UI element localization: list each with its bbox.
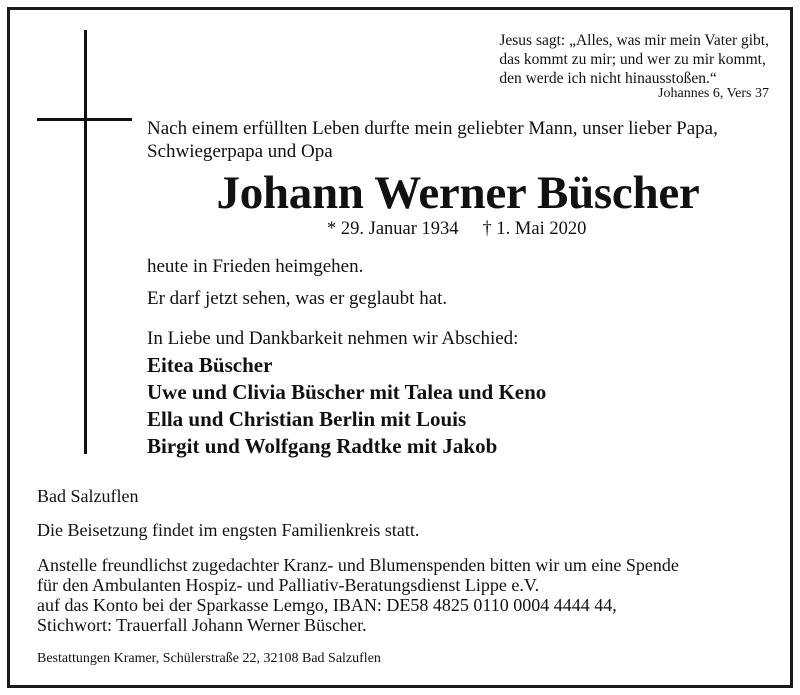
verse-reference: Johannes 6, Vers 37 (658, 86, 769, 101)
donation-line: Anstelle freundlichst zugedachter Kranz- und Blumenspenden bitten wir um eine Spende (37, 555, 679, 575)
donation-notice (37, 555, 679, 635)
family-member: Eitea Büscher (147, 353, 273, 377)
family-member: Birgit und Wolfgang Radtke mit Jakob (147, 434, 498, 458)
cross-icon-bar (37, 118, 132, 121)
birth-date: * 29. Januar 1934 (327, 219, 459, 239)
family-list (147, 352, 546, 460)
faith-text: Er darf jetzt sehen, was er geglaubt hat. (147, 288, 448, 309)
cross-icon (84, 30, 87, 454)
farewell-text: In Liebe und Dankbarkeit nehmen wir Abschied: (147, 328, 519, 349)
place-name: Bad Salzuflen (37, 486, 139, 506)
donation-line: Stichwort: Trauerfall Johann Werner Büscher. (37, 615, 367, 635)
deceased-name: Johann Werner Büscher (216, 167, 700, 219)
verse-line: das kommt zu mir; und wer zu mir kommt, (499, 51, 766, 68)
bible-verse (499, 31, 769, 88)
family-member: Uwe und Clivia Büscher mit Talea und Keno (147, 380, 547, 404)
intro-line: Schwiegerpapa und Opa (147, 141, 333, 162)
verse-line: den werde ich nicht hinausstoßen.“ (499, 70, 717, 87)
funeral-home: Bestattungen Kramer, Schülerstraße 22, 32108 Bad Salzuflen (37, 651, 381, 666)
family-member: Ella und Christian Berlin mit Louis (147, 407, 467, 431)
verse-line: Jesus sagt: „Alles, was mir mein Vater gibt, (499, 32, 769, 49)
burial-notice: Die Beisetzung findet im engsten Familienkreis statt. (37, 520, 420, 540)
intro-line: Nach einem erfüllten Leben durfte mein geliebter Mann, unser lieber Papa, (147, 118, 718, 139)
donation-line: auf das Konto bei der Sparkasse Lemgo, IBAN: DE58 4825 0110 0004 4444 44, (37, 595, 617, 615)
death-date: † 1. Mai 2020 (482, 219, 587, 239)
passed-text: heute in Frieden heimgehen. (147, 256, 364, 277)
donation-line: für den Ambulanten Hospiz- und Palliativ-Beratungsdienst Lippe e.V. (37, 575, 540, 595)
life-dates (327, 219, 586, 240)
intro-text (147, 117, 718, 163)
